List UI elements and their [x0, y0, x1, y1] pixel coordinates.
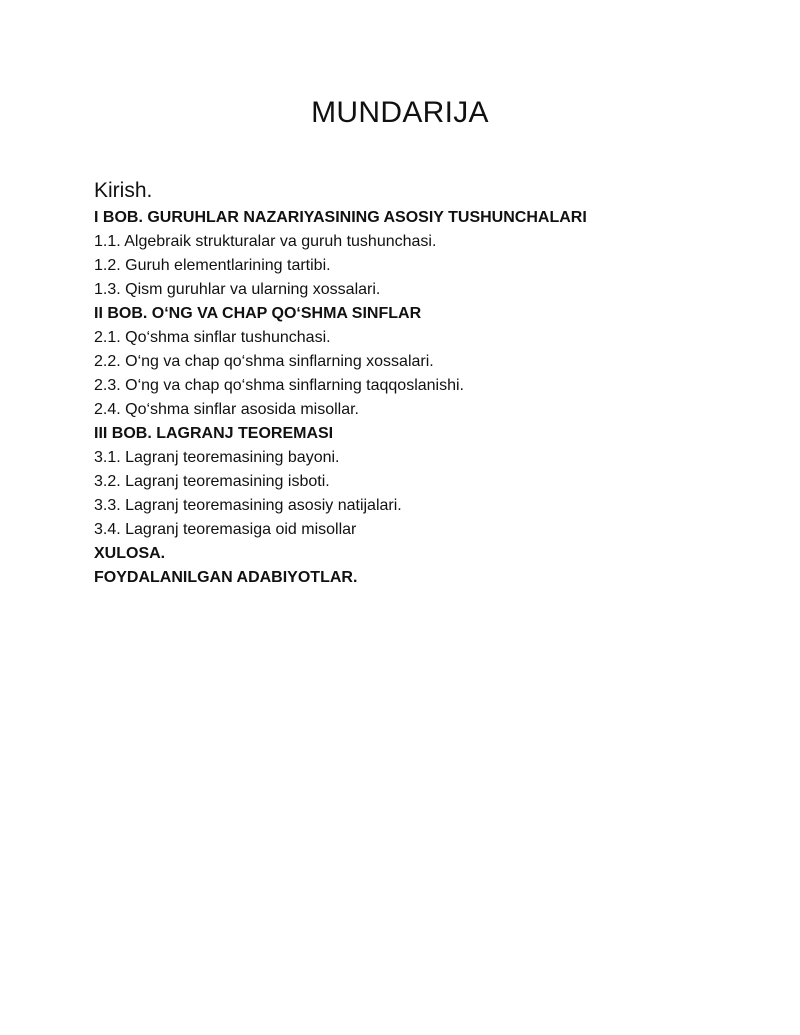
toc-section-2-1: 2.1. Qo‘shma sinflar tushunchasi. — [94, 329, 331, 346]
toc-references: FOYDALANILGAN ADABIYOTLAR. — [94, 569, 358, 586]
toc-chapter-1: I BOB. GURUHLAR NAZARIYASINING ASOSIY TUSHUNCHALARI — [94, 209, 587, 226]
toc-chapter-3: III BOB. LAGRANJ TEOREMASI — [94, 425, 334, 442]
toc-section-3-4: 3.4. Lagranj teoremasiga oid misollar — [94, 521, 357, 538]
toc-section-2-3: 2.3. O‘ng va chap qo‘shma sinflarning taqqoslanishi. — [94, 377, 464, 394]
toc-section-3-2: 3.2. Lagranj teoremasining isboti. — [94, 473, 330, 490]
toc-section-2-2: 2.2. O‘ng va chap qo‘shma sinflarning xossalari. — [94, 353, 434, 370]
toc-chapter-2: II BOB. O‘NG VA CHAP QO‘SHMA SINFLAR — [94, 305, 422, 322]
table-of-contents — [94, 176, 774, 590]
toc-section-1-1: 1.1. Algebraik strukturalar va guruh tushunchasi. — [94, 233, 437, 250]
toc-section-2-4: 2.4. Qo‘shma sinflar asosida misollar. — [94, 401, 359, 418]
toc-conclusion: XULOSA. — [94, 545, 166, 562]
toc-intro: Kirish. — [94, 179, 153, 202]
toc-section-1-2: 1.2. Guruh elementlarining tartibi. — [94, 257, 331, 274]
toc-section-1-3: 1.3. Qism guruhlar va ularning xossalari. — [94, 281, 381, 298]
page-title: MUNDARIJA — [311, 96, 489, 129]
toc-section-3-3: 3.3. Lagranj teoremasining asosiy natijalari. — [94, 497, 402, 514]
toc-section-3-1: 3.1. Lagranj teoremasining bayoni. — [94, 449, 340, 466]
